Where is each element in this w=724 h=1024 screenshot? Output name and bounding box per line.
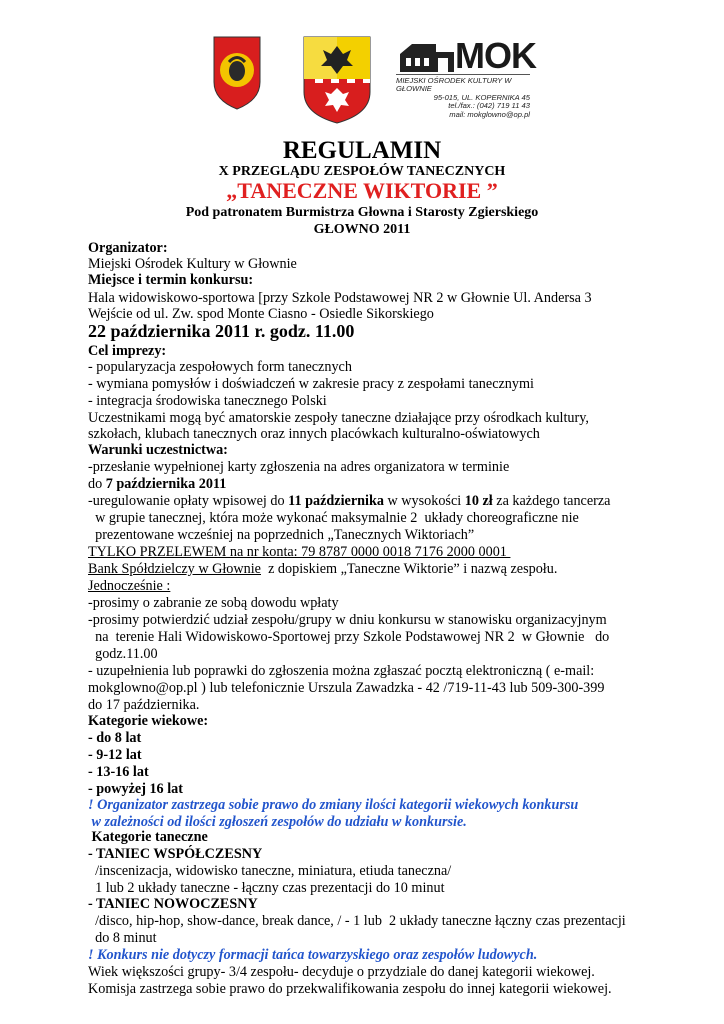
jury-rule-line: Komisja zastrzega sobie prawo do przekwalifikowania zespołu do innej kategorii wiekowej. <box>88 981 612 997</box>
city-coat-of-arms-icon <box>213 36 261 110</box>
participants-text: Uczestnikami mogą być amatorskie zespoły taneczne działające przy ośrodkach kultury, <box>88 410 589 426</box>
goal-item: - popularyzacja zespołowych form tanecznych <box>88 359 352 375</box>
mok-address-block <box>396 77 530 119</box>
goal-heading: Cel imprezy: <box>88 343 167 359</box>
dance-category-desc: do 8 minut <box>88 930 157 946</box>
mok-building-icon <box>398 40 456 74</box>
entry-fee: 10 zł <box>464 493 493 509</box>
bank-account-line: TYLKO PRZELEWEM na nr konta: 79 8787 0000 0018 7176 2000 0001 <box>88 544 511 560</box>
logo-divider <box>396 74 530 75</box>
condition-text: w wysokości <box>383 493 465 509</box>
venue-line: Wejście od ul. Zw. spod Monte Ciasno - Osiedle Sikorskiego <box>88 306 434 322</box>
bank-name: Bank Spółdzielczy w Głownie <box>88 561 261 577</box>
age-category-item: - powyżej 16 lat <box>88 781 183 797</box>
contact-line: mokglowno@op.pl ) lub telefonicznie Urszula Zawadzka - 42 /719-11-43 lub 509-300-399 <box>88 680 605 696</box>
additional-line: godz.11.00 <box>88 646 158 662</box>
condition-text: za każdego tancerza <box>492 493 611 509</box>
venue-heading: Miejsce i termin konkursu: <box>88 272 254 288</box>
condition-line: w grupie tanecznej, która może wykonać maksymalnie 2 układy choreograficzne nie <box>88 510 579 526</box>
document-subtitle: X PRZEGLĄDU ZESPOŁÓW TANECZNYCH <box>218 164 506 179</box>
bank-note: z dopiskiem „Taneczne Wiktorie” i nazwą zespołu. <box>260 561 558 577</box>
condition-line: -przesłanie wypełnionej karty zgłoszenia na adres organizatora w terminie <box>88 459 510 475</box>
patronage-line: Pod patronatem Burmistrza Głowna i Starosty Zgierskiego <box>185 205 539 220</box>
goal-item: - integracja środowiska tanecznego Polski <box>88 393 327 409</box>
event-name: „TANECZNE WIKTORIE ” <box>226 178 498 203</box>
dance-category-title: - TANIEC WSPÓŁCZESNY <box>88 846 263 862</box>
condition-line <box>88 476 226 492</box>
dance-category-title: - TANIEC NOWOCZESNY <box>88 896 258 912</box>
additional-heading: Jednocześnie : <box>88 578 171 594</box>
condition-line <box>88 493 610 509</box>
condition-line: prezentowane wcześniej na poprzednich „Tanecznych Wiktoriach” <box>88 527 475 543</box>
age-category-item: - 13-16 lat <box>88 764 149 780</box>
participants-text: szkołach, klubach tanecznych oraz innych placówkach kulturalno-oświatowych <box>88 426 540 442</box>
organizer-text: Miejski Ośrodek Kultury w Głownie <box>88 256 297 272</box>
place-year-line: GŁOWNO 2011 <box>313 222 411 237</box>
mok-address-line: tel./fax.: (042) 719 11 43 <box>448 101 530 111</box>
venue-line: Hala widowiskowo-sportowa [przy Szkole Podstawowej NR 2 w Głownie Ul. Andersa 3 <box>88 290 592 306</box>
additional-line: na terenie Hali Widowiskowo-Sportowej przy Szkole Podstawowej NR 2 w Głownie do <box>88 629 610 645</box>
mok-address-line: 95-015, UL. KOPERNIKA 45 <box>433 92 530 102</box>
document-title: REGULAMIN <box>282 137 442 164</box>
age-category-item: - 9-12 lat <box>88 747 142 763</box>
organizer-notice: w zależności od ilości zgłoszeń zespołów do udziału w konkursie. <box>88 814 467 830</box>
organizer-heading: Organizator: <box>88 240 168 256</box>
dance-category-desc: /disco, hip-hop, show-dance, break dance, / - 1 lub 2 układy taneczne łączny czas prezentacji <box>88 913 626 929</box>
additional-line: -prosimy potwierdzić udział zespołu/grupy w dniu konkursu w stanowisku organizacyjnym <box>88 612 607 628</box>
age-rule-line: Wiek większości grupy- 3/4 zespołu- decyduje o przydziale do danej kategorii wiekowej. <box>88 964 595 980</box>
contest-exclusion-notice: ! Konkurs nie dotyczy formacji tańca towarzyskiego oraz zespołów ludowych. <box>88 947 538 963</box>
dance-category-desc: /inscenizacja, widowisko taneczne, miniatura, etiuda taneczna/ <box>88 863 452 879</box>
payment-deadline: 11 października <box>288 493 384 509</box>
dance-category-desc: 1 lub 2 układy taneczne - łączny czas prezentacji do 10 minut <box>88 880 445 896</box>
age-category-item: - do 8 lat <box>88 730 142 746</box>
condition-text: do <box>88 476 106 492</box>
age-categories-heading: Kategorie wiekowe: <box>88 713 209 729</box>
goal-item: - wymiana pomysłów i doświadczeń w zakresie pracy z zespołami tanecznymi <box>88 376 534 392</box>
bank-line <box>88 561 557 577</box>
mok-brand-text: MOK <box>455 35 536 76</box>
organizer-notice: ! Organizator zastrzega sobie prawo do zmiany ilości kategorii wiekowych konkursu <box>88 797 579 813</box>
mok-address-line: MIEJSKI OŚRODEK KULTURY W GŁOWNIE <box>396 76 512 94</box>
event-date: 22 października 2011 r. godz. 11.00 <box>88 321 355 341</box>
registration-deadline: 7 października 2011 <box>105 476 227 492</box>
county-coat-of-arms-icon <box>303 36 371 124</box>
additional-line: do 17 października. <box>88 697 200 713</box>
conditions-heading: Warunki uczestnictwa: <box>88 442 228 458</box>
additional-line: - uzupełnienia lub poprawki do zgłoszenia można zgłaszać pocztą elektroniczną ( e-mail: <box>88 663 595 679</box>
additional-line: -prosimy o zabranie ze sobą dowodu wpłaty <box>88 595 339 611</box>
mok-address-line: mail: mokglowno@op.pl <box>449 109 530 119</box>
dance-categories-heading: Kategorie taneczne <box>88 829 208 845</box>
condition-text: -uregulowanie opłaty wpisowej do <box>88 493 289 509</box>
